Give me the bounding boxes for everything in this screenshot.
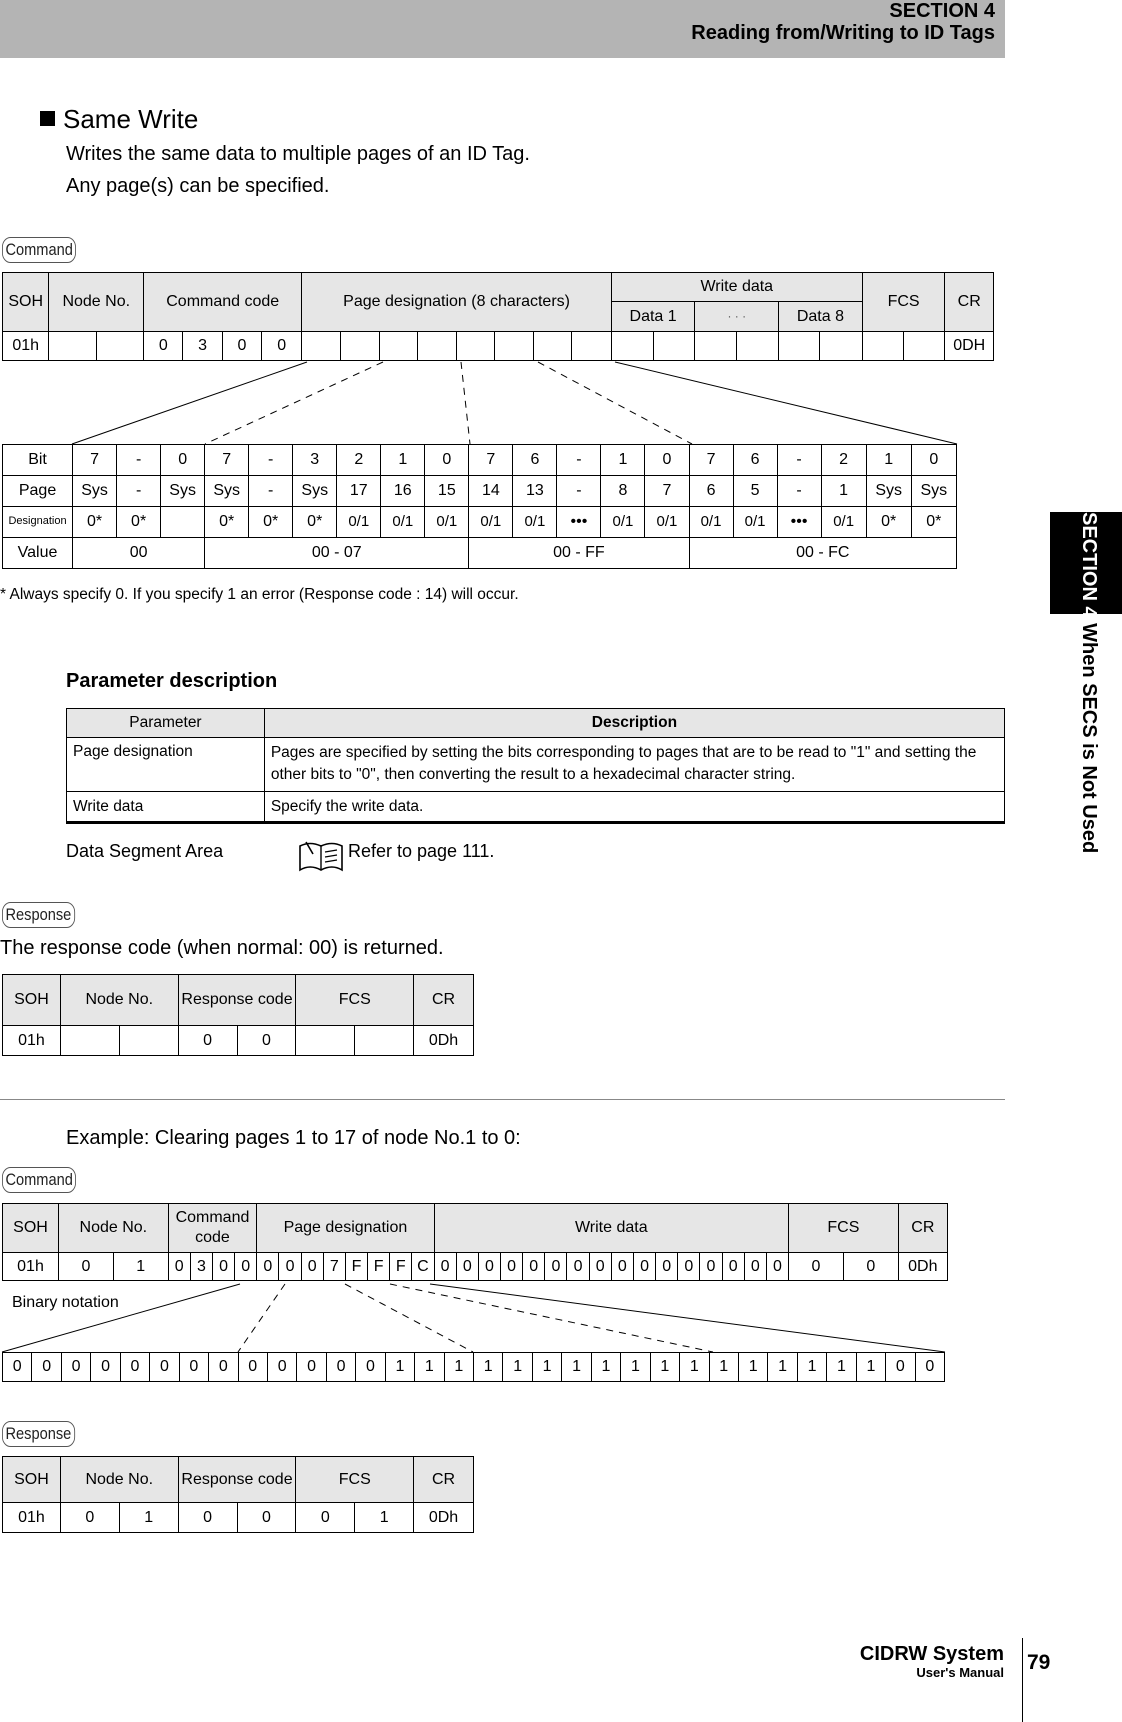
bit-cell: -: [557, 445, 601, 476]
ex-resp-value: 1: [119, 1503, 178, 1533]
ex-cmd-value: 0: [789, 1253, 844, 1281]
designation-cell: 0/1: [689, 507, 733, 538]
ex-cmd-value: 0: [589, 1253, 611, 1281]
designation-cell: 0/1: [381, 507, 425, 538]
example-command-table: [2, 1203, 948, 1281]
binary-bit: 0: [32, 1353, 61, 1382]
binary-bit: 0: [61, 1353, 90, 1382]
page-cell: Sys: [911, 476, 956, 507]
ex-soh-header: SOH: [3, 1204, 59, 1253]
footer-divider: [1022, 1638, 1023, 1722]
bit-cell: -: [249, 445, 293, 476]
resp-fcs-header: FCS: [296, 975, 414, 1026]
binary-bit: 1: [680, 1353, 709, 1382]
page-cell: 14: [469, 476, 513, 507]
ex-cmd-value: F: [368, 1253, 390, 1281]
param-name: Write data: [67, 792, 265, 822]
example-response-label: Response: [2, 1421, 75, 1447]
param-header-parameter: Parameter: [67, 709, 265, 738]
page-cell: 15: [425, 476, 469, 507]
separator: [0, 1099, 1005, 1100]
bit-cell: 7: [469, 445, 513, 476]
cmd-code-value: 0: [222, 332, 261, 361]
cmd-data8-header: Data 8: [779, 302, 863, 332]
binary-bit: 1: [621, 1353, 650, 1382]
ex-cmd-value: 0: [523, 1253, 545, 1281]
binary-bit: 0: [297, 1353, 326, 1382]
ex-cmd-value: 0: [301, 1253, 323, 1281]
designation-row: [3, 507, 957, 538]
page-cell: Sys: [205, 476, 249, 507]
ex-cmd-value: F: [345, 1253, 367, 1281]
ex-cmd-value: 0: [567, 1253, 589, 1281]
resp-node-header: Node No.: [60, 975, 178, 1026]
page-label: Page: [3, 476, 73, 507]
designation-cell: 0/1: [733, 507, 777, 538]
ex-node-header: Node No.: [59, 1204, 169, 1253]
designation-cell: 0*: [911, 507, 956, 538]
ex-resp-code-header: Response code: [178, 1457, 296, 1503]
page-cell: Sys: [866, 476, 911, 507]
bit-cell: 1: [601, 445, 645, 476]
page-cell: 13: [513, 476, 557, 507]
response-text: The response code (when normal: 00) is returned.: [0, 937, 444, 959]
value-range: 00 - 07: [205, 538, 469, 569]
ex-cmd-value: 0: [257, 1253, 279, 1281]
binary-bit: 1: [738, 1353, 767, 1382]
bit-cell: 3: [293, 445, 337, 476]
ex-resp-soh-header: SOH: [3, 1457, 61, 1503]
footnote: * Always specify 0. If you specify 1 an error (Response code : 14) will occur.: [0, 586, 519, 603]
example-command-label: Command: [2, 1167, 76, 1193]
ex-cmd-value: 0: [700, 1253, 722, 1281]
command-label: Command: [2, 237, 76, 263]
designation-cell: 0*: [73, 507, 117, 538]
ex-cmd-value: 0: [766, 1253, 788, 1281]
page-cell: Sys: [73, 476, 117, 507]
ex-write-header: Write data: [434, 1204, 789, 1253]
ex-page-header: Page designation: [257, 1204, 434, 1253]
binary-bit: 1: [856, 1353, 885, 1382]
ex-cmd-value: 0: [611, 1253, 633, 1281]
page-heading: Same Write: [40, 104, 198, 135]
binary-bit: 1: [768, 1353, 797, 1382]
resp-value: [60, 1026, 119, 1056]
resp-value: [119, 1026, 178, 1056]
ex-resp-value: 0: [60, 1503, 119, 1533]
bit-cell: 0: [645, 445, 689, 476]
binary-bit: 1: [444, 1353, 473, 1382]
page-cell: 5: [733, 476, 777, 507]
cmd-write-header: Write data: [611, 273, 862, 302]
binary-row: [3, 1353, 945, 1382]
bit-cell: 0: [425, 445, 469, 476]
cmd-code-value: 0: [144, 332, 183, 361]
cmd-cr-header: CR: [945, 273, 994, 332]
bit-cell: 2: [337, 445, 381, 476]
cmd-dots-header: · · ·: [695, 302, 779, 332]
ex-cmd-value: F: [390, 1253, 412, 1281]
param-table-bottom-rule: [66, 822, 1005, 824]
ex-resp-value: 0: [237, 1503, 296, 1533]
page-cell: 7: [645, 476, 689, 507]
ex-cmd-value: 0: [633, 1253, 655, 1281]
binary-bit: 1: [562, 1353, 591, 1382]
example-title: Example: Clearing pages 1 to 17 of node No.1 to 0:: [66, 1127, 521, 1149]
page-cell: 16: [381, 476, 425, 507]
resp-value: 01h: [3, 1026, 61, 1056]
page-cell: -: [117, 476, 161, 507]
designation-cell: 0/1: [601, 507, 645, 538]
binary-table: [2, 1352, 945, 1382]
binary-bit: 1: [474, 1353, 503, 1382]
designation-cell: 0/1: [469, 507, 513, 538]
resp-code-header: Response code: [178, 975, 296, 1026]
designation-cell: 0*: [117, 507, 161, 538]
binary-bit: 1: [650, 1353, 679, 1382]
designation-cell: 0/1: [513, 507, 557, 538]
binary-bit: 0: [3, 1353, 32, 1382]
binary-bit: 1: [415, 1353, 444, 1382]
cmd-fcs-header: FCS: [862, 273, 945, 332]
ex-cmd-value: 0: [722, 1253, 744, 1281]
binary-bit: 0: [120, 1353, 149, 1382]
binary-bit: 0: [91, 1353, 120, 1382]
ex-resp-node-header: Node No.: [60, 1457, 178, 1503]
footer-manual: User's Manual: [916, 1665, 1004, 1680]
ex-cmd-value: 0: [744, 1253, 766, 1281]
ex-cmd-value: 0: [656, 1253, 678, 1281]
resp-soh-header: SOH: [3, 975, 61, 1026]
ex-cmd-value: 0: [456, 1253, 478, 1281]
value-range: 00 - FF: [469, 538, 689, 569]
ex-cmd-value: 0: [212, 1253, 234, 1281]
cmd-data1-header: Data 1: [611, 302, 695, 332]
resp-value: [296, 1026, 355, 1056]
value-range: 00: [73, 538, 205, 569]
cmd-soh-value: 01h: [3, 332, 49, 361]
data-segment-label: Data Segment Area: [66, 841, 224, 861]
resp-cr-header: CR: [414, 975, 474, 1026]
binary-bit: 1: [385, 1353, 414, 1382]
bit-cell: 7: [205, 445, 249, 476]
designation-cell: 0*: [866, 507, 911, 538]
cmd-node-header: Node No.: [49, 273, 144, 332]
cmd-code-value: 0: [262, 332, 302, 361]
ex-resp-cr-header: CR: [414, 1457, 474, 1503]
section-title: Reading from/Writing to ID Tags: [691, 22, 995, 44]
binary-bit: 0: [209, 1353, 238, 1382]
ex-cr-header: CR: [898, 1204, 947, 1253]
book-icon: [298, 840, 344, 874]
designation-cell: 0/1: [337, 507, 381, 538]
cmd-code-header: Command code: [144, 273, 302, 332]
designation-cell: 0/1: [425, 507, 469, 538]
ex-code-header: Command code: [168, 1204, 257, 1253]
resp-value: 0Dh: [414, 1026, 474, 1056]
binary-bit: 1: [591, 1353, 620, 1382]
cmd-code-value: 3: [183, 332, 222, 361]
bit-cell: 1: [866, 445, 911, 476]
ex-cmd-value: 0: [478, 1253, 500, 1281]
ex-cmd-value: 0: [501, 1253, 523, 1281]
ex-cmd-value: 0: [235, 1253, 257, 1281]
binary-bit: 1: [532, 1353, 561, 1382]
response-table: [2, 974, 474, 1056]
page-cell: -: [249, 476, 293, 507]
cmd-page-header: Page designation (8 characters): [302, 273, 611, 332]
value-label: Value: [3, 538, 73, 569]
bit-cell: 6: [733, 445, 777, 476]
designation-cell: [161, 507, 205, 538]
cmd-cr-value: 0DH: [945, 332, 994, 361]
binary-bit: 0: [886, 1353, 915, 1382]
bit-label: Bit: [3, 445, 73, 476]
ex-cmd-value: 1: [113, 1253, 168, 1281]
page-cell: -: [777, 476, 821, 507]
section-number: SECTION 4: [889, 0, 995, 22]
designation-cell: 0/1: [645, 507, 689, 538]
resp-value: 0: [178, 1026, 237, 1056]
intro-line-1: Writes the same data to multiple pages of an ID Tag.: [66, 143, 530, 165]
ex-cmd-value: 0: [843, 1253, 898, 1281]
designation-cell: •••: [557, 507, 601, 538]
designation-cell: 0*: [293, 507, 337, 538]
param-table: [66, 708, 1005, 822]
bit-cell: 7: [73, 445, 117, 476]
ex-cmd-value: 0: [545, 1253, 567, 1281]
response-label: Response: [2, 902, 75, 928]
ex-cmd-value: 0Dh: [898, 1253, 947, 1281]
bit-cell: -: [777, 445, 821, 476]
data-segment-ref: Refer to page 111.: [348, 841, 495, 861]
binary-bit: 0: [267, 1353, 296, 1382]
page-cell: 6: [689, 476, 733, 507]
bit-cell: 6: [513, 445, 557, 476]
example-response-table: [2, 1456, 474, 1533]
page-cell: Sys: [161, 476, 205, 507]
designation-label: Designation: [3, 507, 73, 538]
bit-cell: -: [117, 445, 161, 476]
param-name: Page designation: [67, 738, 265, 792]
binary-bit: 1: [797, 1353, 826, 1382]
cmd-soh-header: SOH: [3, 273, 49, 332]
ex-cmd-value: 0: [678, 1253, 700, 1281]
param-desc: Specify the write data.: [264, 792, 1004, 822]
bit-row: [3, 445, 957, 476]
page-cell: -: [557, 476, 601, 507]
binary-bit: 1: [709, 1353, 738, 1382]
designation-cell: 0*: [205, 507, 249, 538]
ex-resp-value: 0: [178, 1503, 237, 1533]
param-header-description: Description: [264, 709, 1004, 738]
binary-bit: 1: [827, 1353, 856, 1382]
ex-cmd-value: 0: [168, 1253, 190, 1281]
page-row: [3, 476, 957, 507]
resp-value: [355, 1026, 414, 1056]
binary-bit: 0: [326, 1353, 355, 1382]
bit-cell: 7: [689, 445, 733, 476]
binary-bit: 1: [503, 1353, 532, 1382]
page-cell: Sys: [293, 476, 337, 507]
binary-bit: 0: [150, 1353, 179, 1382]
ex-cmd-value: 0: [279, 1253, 301, 1281]
bit-cell: 2: [821, 445, 866, 476]
side-tab-text: SECTION 4 When SECS is Not Used: [1078, 512, 1100, 854]
ex-cmd-value: 0: [59, 1253, 114, 1281]
ex-resp-fcs-header: FCS: [296, 1457, 414, 1503]
ex-resp-value: 0Dh: [414, 1503, 474, 1533]
page-cell: 8: [601, 476, 645, 507]
ex-resp-value: 01h: [3, 1503, 61, 1533]
bit-cell: 1: [381, 445, 425, 476]
resp-value: 0: [237, 1026, 296, 1056]
page-cell: 17: [337, 476, 381, 507]
designation-cell: •••: [777, 507, 821, 538]
ex-cmd-value: 3: [190, 1253, 212, 1281]
bit-cell: 0: [161, 445, 205, 476]
ex-cmd-value: 7: [323, 1253, 345, 1281]
ex-resp-value: 1: [355, 1503, 414, 1533]
ex-fcs-header: FCS: [789, 1204, 899, 1253]
ex-resp-value: 0: [296, 1503, 355, 1533]
ex-cmd-value: 01h: [3, 1253, 59, 1281]
page-cell: 1: [821, 476, 866, 507]
binary-bit: 0: [356, 1353, 385, 1382]
value-range: 00 - FC: [689, 538, 957, 569]
binary-notation-label: Binary notation: [12, 1294, 119, 1311]
binary-bit: 0: [238, 1353, 267, 1382]
ex-cmd-value: 0: [434, 1253, 456, 1281]
binary-bit: 0: [915, 1353, 944, 1382]
ex-cmd-values-row: [3, 1253, 948, 1281]
bit-table: [2, 444, 957, 569]
ex-cmd-value: C: [412, 1253, 434, 1281]
binary-bit: 0: [179, 1353, 208, 1382]
page-number: 79: [1027, 1651, 1051, 1674]
designation-cell: 0/1: [821, 507, 866, 538]
param-desc: Pages are specified by setting the bits corresponding to pages that are to be read to "1" and setting the other bits to "0", then converting the result to a hexadecimal character string.: [264, 738, 1004, 792]
designation-cell: 0*: [249, 507, 293, 538]
bit-cell: 0: [911, 445, 956, 476]
value-row: [3, 538, 957, 569]
param-heading: Parameter description: [66, 670, 278, 692]
footer-product: CIDRW System: [859, 1643, 1004, 1665]
intro-line-2: Any page(s) can be specified.: [66, 175, 330, 197]
